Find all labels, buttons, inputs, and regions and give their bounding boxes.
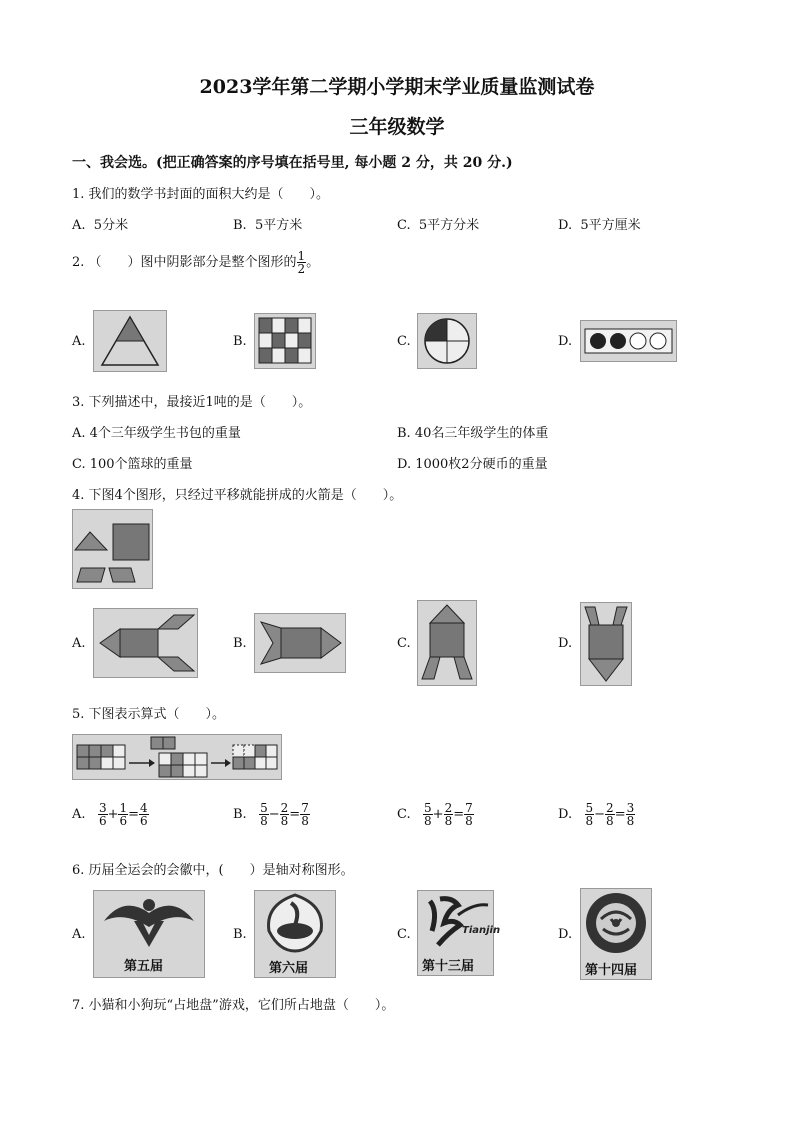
q6-letter-d[interactable]: D. [558, 927, 573, 942]
question-4: 4. 下图4个图形，只经过平移就能拼成的火箭是（ ）。 [72, 488, 403, 503]
q5-option-d[interactable]: D. $\frac{5}{8}$ − $\frac{2}{8}$ = $\frac{3}{8}$ [558, 801, 635, 828]
q6-logo-d [580, 888, 652, 980]
q4-rocket-b [254, 613, 346, 673]
q2-figure-d-dots [580, 320, 677, 362]
q6-logo-a [93, 890, 205, 978]
question-6: 6. 历届全运会的会徽中，( ）是轴对称图形。 [72, 863, 354, 878]
q2-letter-b[interactable]: B. [233, 334, 247, 349]
question-1: 1. 我们的数学书封面的面积大约是（ ）。 [72, 187, 330, 202]
q4-rocket-d [580, 602, 632, 686]
q2-letter-c[interactable]: C. [397, 334, 411, 349]
q3-option-b[interactable]: B. 40名三年级学生的体重 [397, 426, 549, 441]
logo-c-text: Tianjin [462, 925, 501, 936]
q4-letter-d[interactable]: D. [558, 636, 573, 651]
question-5: 5. 下图表示算式（ ）。 [72, 707, 226, 722]
q1-option-d[interactable]: D. 5平方厘米 [558, 218, 641, 233]
question-2: 2. （ ）图中阴影部分是整个图形的 $\frac{1}{2}$ 。 [72, 249, 320, 276]
q5-fraction-diagram [72, 734, 282, 780]
fraction: $\frac{1}{2}$ [297, 249, 306, 276]
q2-figure-c-circle [417, 313, 477, 369]
exam-subtitle: 三年级数学 [349, 116, 445, 138]
q3-option-a[interactable]: A. 4个三年级学生书包的重量 [72, 426, 241, 441]
q2-letter-a[interactable]: A. [72, 334, 86, 349]
q4-letter-a[interactable]: A. [72, 636, 86, 651]
question-7: 7. 小猫和小狗玩“占地盘”游戏，它们所占地盘（ ）。 [72, 998, 395, 1013]
q1-option-a[interactable]: A. 5分米 [72, 218, 129, 233]
q4-letter-c[interactable]: C. [397, 636, 411, 651]
q2-figure-b-grid [254, 313, 316, 369]
question-3: 3. 下列描述中，最接近1吨的是（ ）。 [72, 395, 312, 410]
q6-logo-c [417, 890, 501, 976]
q2-letter-d[interactable]: D. [558, 334, 573, 349]
q5-option-b[interactable]: B. $\frac{5}{8}$ − $\frac{2}{8}$ = $\frac{7}{8}$ [233, 801, 309, 828]
q1-option-b[interactable]: B. 5平方米 [233, 218, 303, 233]
q5-option-c[interactable]: C. $\frac{5}{8}$ + $\frac{2}{8}$ = $\frac{7}{8}$ [397, 801, 473, 828]
q6-logo-b [254, 890, 336, 978]
logo-caption: 第六届 [269, 961, 309, 976]
q4-letter-b[interactable]: B. [233, 636, 247, 651]
q4-rocket-a [93, 608, 198, 678]
logo-caption: 第十三届 [422, 959, 475, 974]
section-heading: 一、我会选。(把正确答案的序号填在括号里, 每小题 2 分，共 20 分.) [72, 155, 513, 171]
q3-option-d[interactable]: D. 1000枚2分硬币的重量 [397, 457, 548, 472]
q1-option-c[interactable]: C. 5平方分米 [397, 218, 480, 233]
exam-title: 2023学年第二学期小学期末学业质量监测试卷 [199, 76, 595, 98]
q6-letter-c[interactable]: C. [397, 927, 411, 942]
q6-letter-b[interactable]: B. [233, 927, 247, 942]
q3-option-c[interactable]: C. 100个篮球的重量 [72, 457, 193, 472]
logo-caption: 第十四届 [585, 963, 638, 978]
q5-option-a[interactable]: A. $\frac{3}{6}$ + $\frac{1}{6}$ = $\frac{4}{6}$ [72, 801, 148, 828]
logo-caption: 第五届 [124, 959, 164, 974]
q2-figure-a-triangle [93, 310, 167, 372]
q4-pieces-figure [72, 509, 153, 589]
q6-letter-a[interactable]: A. [72, 927, 86, 942]
q4-rocket-c [417, 600, 477, 686]
